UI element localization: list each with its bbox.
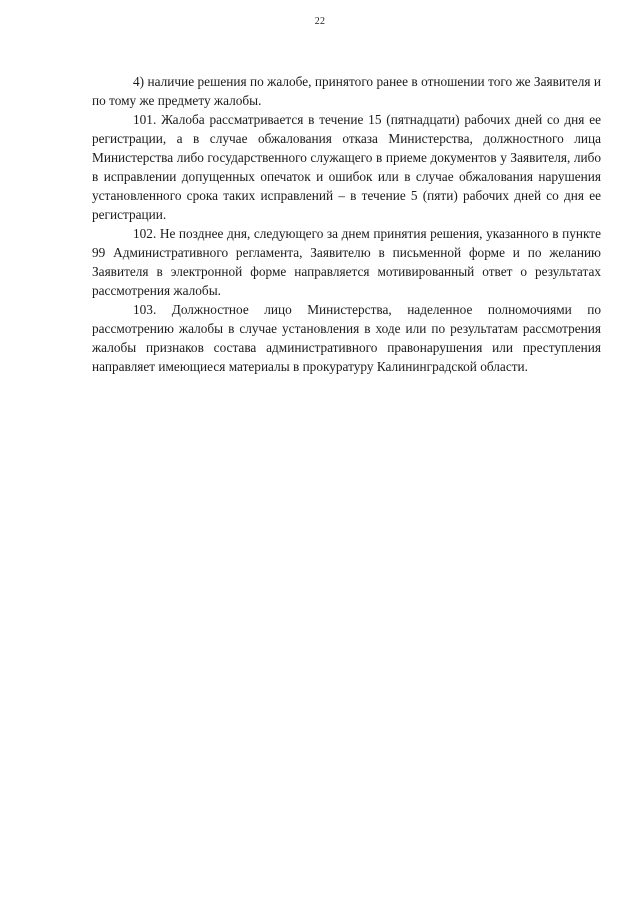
page-number: 22 [314,16,326,27]
document-body [92,72,601,376]
paragraph-item-4: 4) наличие решения по жалобе, принятого ранее в отношении того же Заявителя и по тому же предмету жалобы. [92,74,601,108]
paragraph-101: 101. Жалоба рассматривается в течение 15 (пятнадцати) рабочих дней со дня ее регистрации, а в случае обжалования отказа Министерства, должностного лица Министерства либо государственного служащего в приеме документов у Заявителя, либо в исправлении допущенных опечаток и ошибок или в случае обжалования нарушения установленного срока таких исправлений – в течение 5 (пяти) рабочих дней со дня ее регистрации. [92,112,601,222]
paragraph-102: 102. Не позднее дня, следующего за днем принятия решения, указанного в пункте 99 Административного регламента, Заявителю в письменной форме и по желанию Заявителя в электронной форме направляется мотивированный ответ о результатах рассмотрения жалобы. [92,226,601,298]
paragraph-103: 103. Должностное лицо Министерства, наделенное полномочиями по рассмотрению жалобы в случае установления в ходе или по результатам рассмотрения жалобы признаков состава административного правонарушения или преступления направляет имеющиеся материалы в прокуратуру Калининградской области. [92,302,601,374]
